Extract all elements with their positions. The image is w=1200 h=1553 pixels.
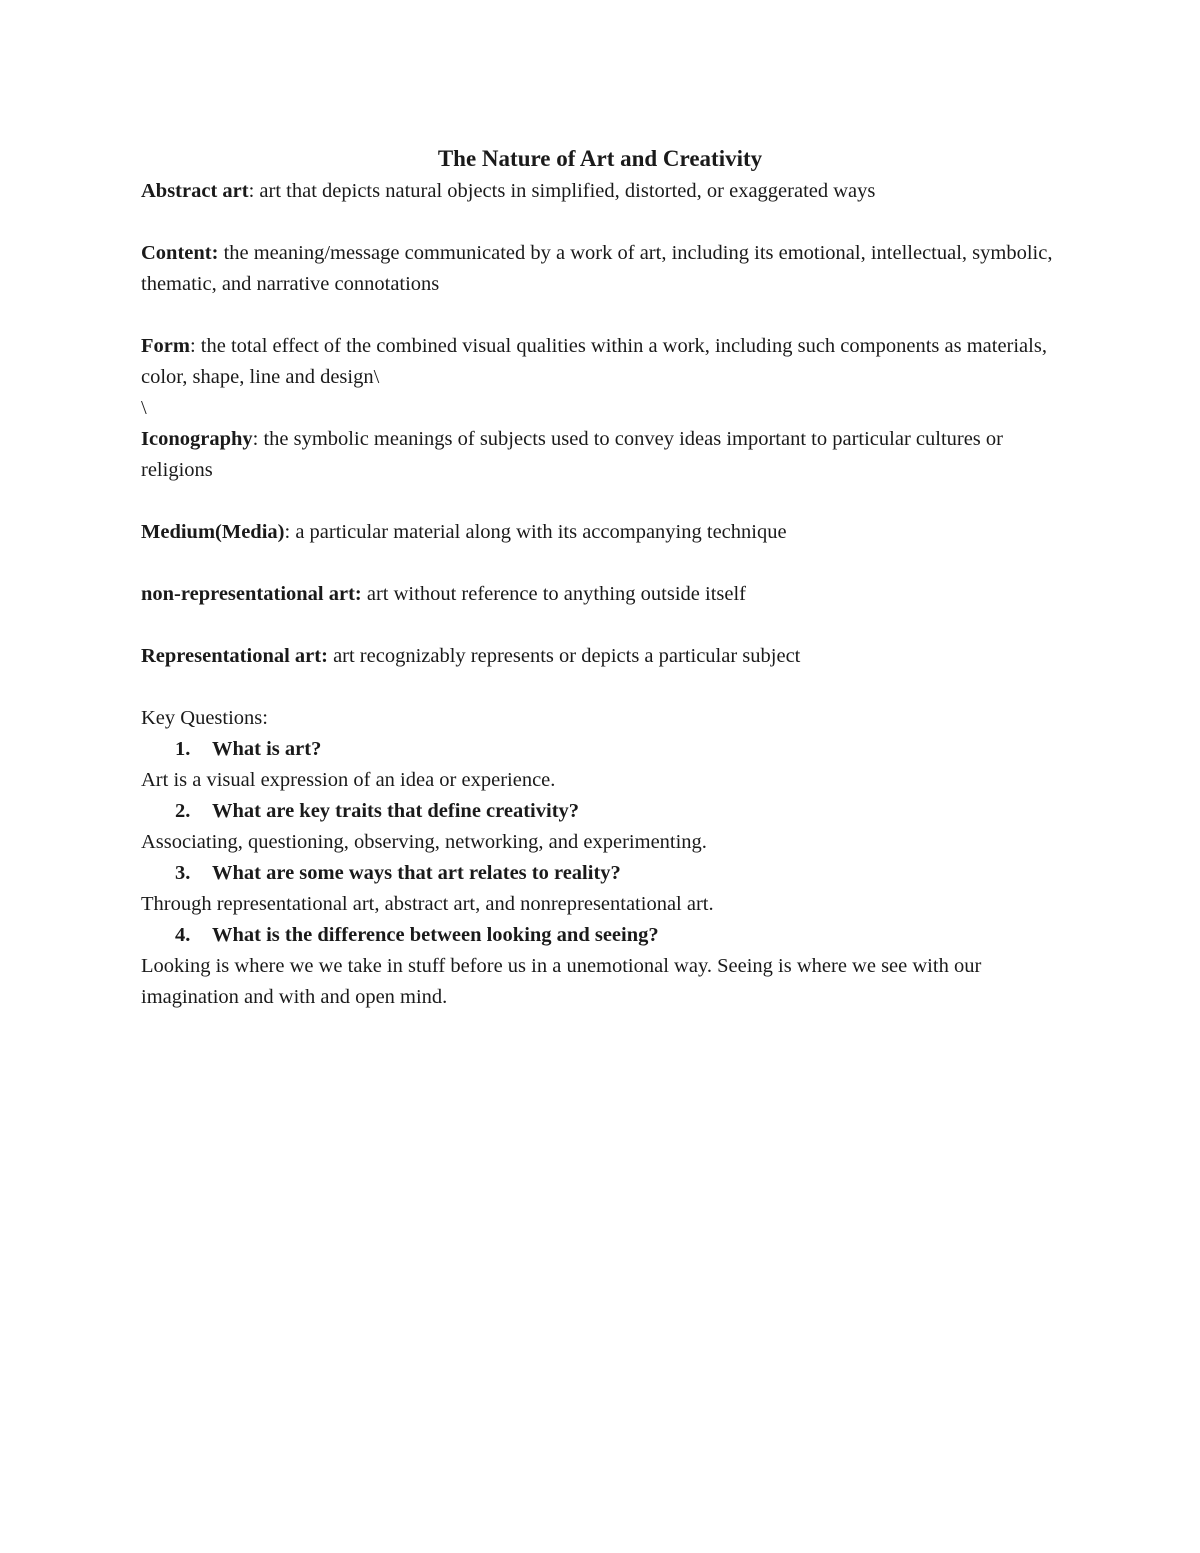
definition-text: art recognizably represents or depicts a particular subject (327, 645, 801, 667)
term-separator: : (189, 335, 196, 357)
definition-form (141, 331, 1071, 393)
term: Representational art: (141, 645, 328, 667)
question-item (141, 734, 1071, 765)
definition-abstract-art (141, 176, 1071, 207)
term: Medium(Media) (141, 521, 285, 543)
question-item (141, 796, 1071, 827)
definition-non-representational-art (141, 579, 1071, 610)
term: Content: (141, 242, 219, 264)
backslash-line: \ (141, 397, 147, 419)
term-separator: : (252, 428, 259, 450)
question-number: 2. (175, 800, 191, 822)
question-number: 4. (175, 924, 191, 946)
definition-iconography (141, 424, 1071, 486)
spacer (141, 207, 1071, 238)
document-title: The Nature of Art and Creativity (437, 146, 763, 171)
term: non-representational art: (141, 583, 362, 605)
answer-text: Through representational art, abstract art, and nonrepresentational art. (141, 893, 714, 915)
spacer (141, 610, 1071, 641)
term: Abstract art (141, 180, 249, 202)
question-number: 1. (175, 738, 191, 760)
definition-text: art without reference to anything outside itself (361, 583, 747, 605)
question-item (141, 858, 1071, 889)
definition-text: a particular material along with its accompanying technique (290, 521, 787, 543)
definition-text: the meaning/message communicated by a work of art, including its emotional, intellectual, symbolic, thematic, and narrative connotations (141, 242, 1053, 295)
definition-text: the total effect of the combined visual qualities within a work, including such components as materials, color, shape, line and design\ (141, 335, 1047, 388)
term-separator: : (248, 180, 255, 202)
definition-text: the symbolic meanings of subjects used to convey ideas important to particular cultures or religions (141, 428, 1003, 481)
spacer (141, 672, 1071, 703)
key-questions-label: Key Questions: (141, 707, 268, 729)
question-text: What are some ways that art relates to reality? (212, 862, 621, 884)
question-number: 3. (175, 862, 191, 884)
answer-text: Art is a visual expression of an idea or experience. (141, 769, 556, 791)
answer-text: Associating, questioning, observing, networking, and experimenting. (141, 831, 707, 853)
definition-text: art that depicts natural objects in simplified, distorted, or exaggerated ways (254, 180, 876, 202)
question-text: What is the difference between looking and seeing? (212, 924, 659, 946)
definition-medium (141, 517, 1071, 548)
question-text: What is art? (212, 738, 322, 760)
question-item (141, 920, 1071, 951)
spacer (141, 486, 1071, 517)
definition-content (141, 238, 1071, 300)
question-text: What are key traits that define creativity? (212, 800, 580, 822)
term: Iconography (141, 428, 253, 450)
definition-representational-art (141, 641, 1071, 672)
term-separator: : (284, 521, 291, 543)
term: Form (141, 335, 190, 357)
spacer (141, 548, 1071, 579)
spacer (141, 300, 1071, 331)
document-page (141, 142, 1071, 1013)
answer-text: Looking is where we we take in stuff before us in a unemotional way. Seeing is where we see with our imagination and with and open mind. (141, 955, 982, 1008)
